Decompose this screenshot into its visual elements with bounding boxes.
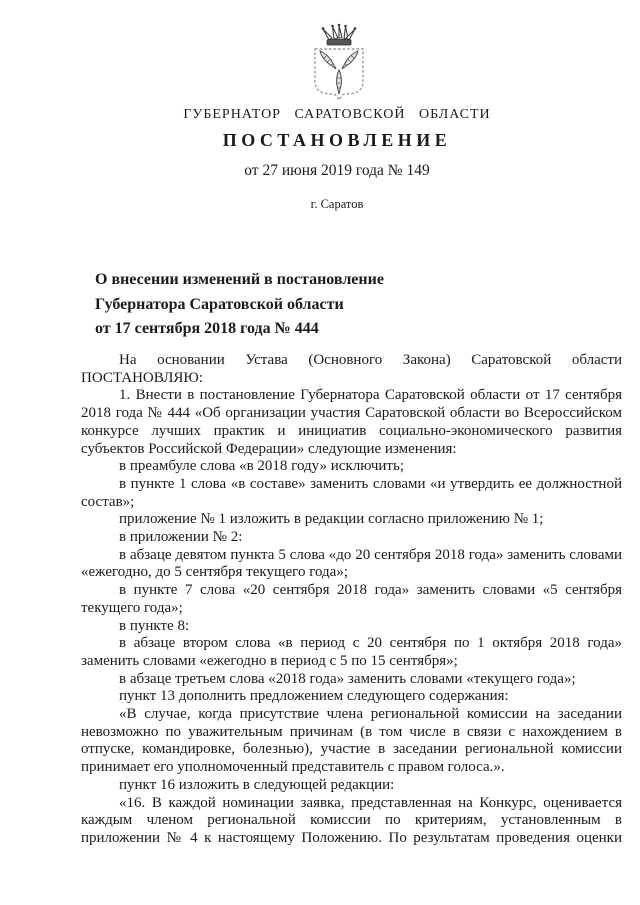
issuing-authority: ГУБЕРНАТОР САРАТОВСКОЙ ОБЛАСТИ	[183, 107, 491, 122]
body-paragraph: На основании Устава (Основного Закона) Саратовской области	[119, 352, 622, 368]
body-paragraph: в абзаце втором слова «в период с 20 сентября по 1 октября 2018 года» заменить словами «ежегодно в период с 5 по 15 сентября»;	[81, 635, 622, 669]
body-paragraph: ПОСТАНОВЛЯЮ:	[81, 369, 203, 386]
body-paragraph: «16. В каждой номинации заявка, представленная на Конкурс, оценивается каждым членом региональной комиссии по критериям, установленным в приложении № 4 к настоящему Положению. По результатам проведения оценки	[81, 794, 622, 846]
body-paragraph: в приложении № 2:	[119, 529, 243, 546]
title-line: О внесении изменений в постановление	[95, 271, 384, 288]
body-paragraph: в преамбуле слова «в 2018 году» исключить;	[119, 458, 404, 475]
document-type: ПОСТАНОВЛЕНИЕ	[222, 130, 452, 150]
body-paragraph: «В случае, когда присутствие члена региональной комиссии на заседании невозможно по уважительным причинам (в том числе в связи с нахождением в отпуске, командировке, болезнью), участие в заседании региональной комиссии принимает его уполномоченный представитель с правом голоса.».	[81, 706, 622, 776]
body-paragraph: приложение № 1 изложить в редакции согласно приложению № 1;	[119, 511, 544, 528]
body-paragraph: пункт 16 изложить в следующей редакции:	[119, 776, 395, 793]
body-paragraph: в абзаце третьем слова «2018 года» заменить словами «текущего года»;	[119, 670, 576, 687]
document-body	[81, 352, 622, 848]
body-paragraph: пункт 13 дополнить предложением следующего содержания:	[119, 688, 509, 705]
body-paragraph: в пункте 8:	[119, 617, 190, 634]
title-line: от 17 сентября 2018 года № 444	[95, 320, 319, 338]
title-line: Губернатора Саратовской области	[95, 295, 344, 313]
saratov-coat-of-arms-icon	[302, 23, 376, 105]
body-paragraph: в пункте 1 слова «в составе» заменить словами «и утвердить ее должностной состав»;	[81, 475, 622, 510]
body-paragraph: в пункте 7 слова «20 сентября 2018 года» заменить словами «5 сентября текущего года»;	[81, 582, 622, 616]
document-title	[95, 268, 600, 342]
date-and-number: от 27 июня 2019 года № 149	[244, 162, 430, 179]
body-paragraph: в абзаце девятом пункта 5 слова «до 20 сентября 2018 года» заменить словами «ежегодно, до 5 сентября текущего года»;	[81, 546, 622, 581]
body-paragraph: 1. Внести в постановление Губернатора Саратовской области от 17 сентября 2018 года № 444 «Об организации участия Саратовской области во Всероссийском конкурсе лучших практик и инициатив социально-экономического развития субъектов Российской Федерации» следующие изменения:	[81, 387, 622, 457]
place-of-issue: г. Саратов	[310, 197, 364, 211]
